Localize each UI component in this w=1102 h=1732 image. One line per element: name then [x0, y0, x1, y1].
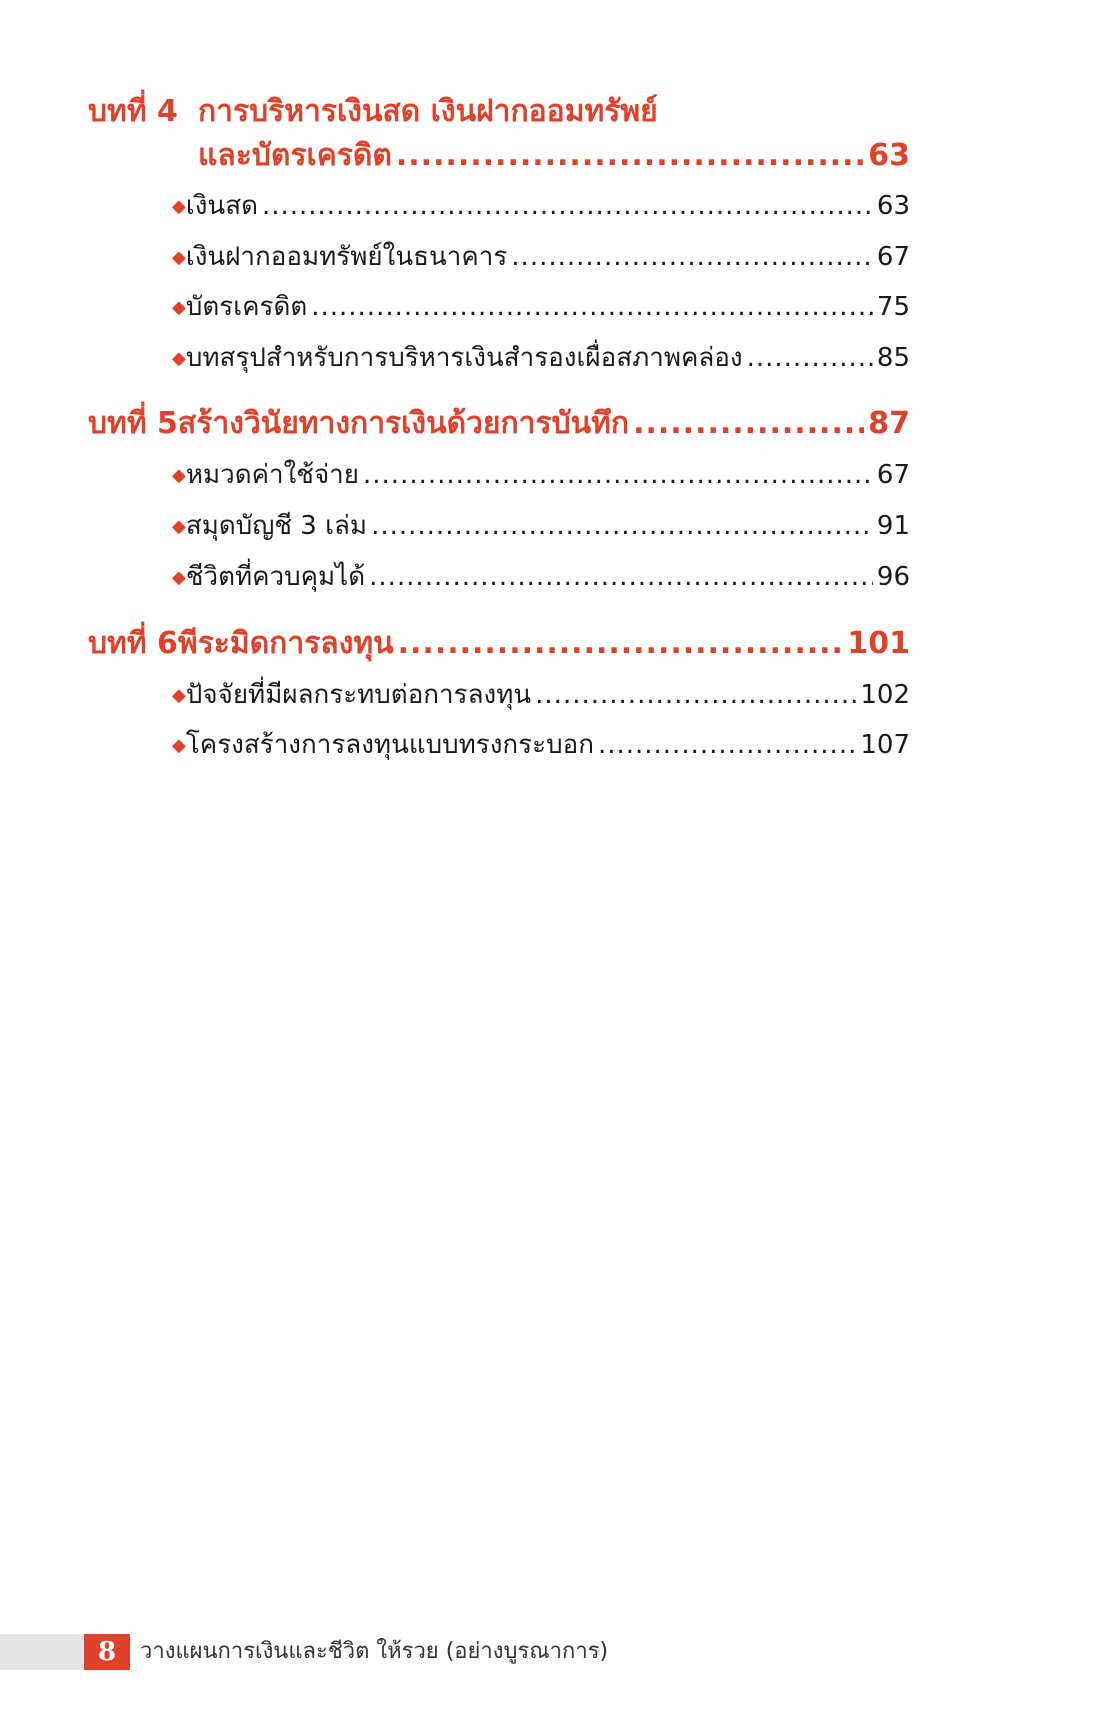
- diamond-bullet-icon: ◆: [172, 516, 186, 537]
- leader-dots: [598, 730, 856, 760]
- page-footer: [0, 1634, 1102, 1670]
- leader-dots: [311, 292, 873, 322]
- leader-dots: [396, 138, 864, 173]
- leader-dots: [633, 406, 864, 441]
- toc-entry-title: โครงสร้างการลงทุนแบบทรงกระบอก: [185, 730, 594, 760]
- diamond-bullet-icon: ◆: [172, 567, 186, 588]
- leader-dots: [363, 460, 873, 490]
- toc-entry-title: บัตรเครดิต: [185, 292, 308, 322]
- toc-entry-page: 75: [876, 292, 910, 322]
- chapter-4-label: บทที่ 4: [88, 94, 178, 129]
- diamond-bullet-icon: ◆: [172, 297, 186, 318]
- chapter-6-heading[interactable]: [88, 620, 910, 667]
- chapter-5-heading[interactable]: [88, 400, 910, 447]
- toc-entry[interactable]: [172, 185, 910, 226]
- toc-entry-page: 67: [876, 460, 910, 490]
- toc-entry-page: 102: [860, 680, 910, 710]
- toc-entry-title: เงินฝากออมทรัพย์ในธนาคาร: [185, 242, 508, 272]
- chapter-5-title: สร้างวินัยทางการเงินด้วยการบันทึก: [177, 406, 630, 441]
- chapter-5-label: บทที่ 5: [88, 406, 178, 441]
- toc-entry[interactable]: [172, 505, 910, 546]
- toc-entry-title: หมวดค่าใช้จ่าย: [185, 460, 360, 490]
- leader-dots: [398, 626, 844, 661]
- footer-page-number: 8: [84, 1634, 130, 1670]
- footer-bar: [0, 1634, 84, 1670]
- leader-dots: [371, 511, 873, 541]
- diamond-bullet-icon: ◆: [172, 247, 186, 268]
- footer-book-title: วางแผนการเงินและชีวิต ให้รวย (อย่างบูรณาการ): [140, 1639, 609, 1664]
- toc-entry-title: ปัจจัยที่มีผลกระทบต่อการลงทุน: [185, 680, 532, 710]
- toc-entry[interactable]: [172, 286, 910, 327]
- diamond-bullet-icon: ◆: [172, 348, 186, 369]
- chapter-6-label: บทที่ 6: [88, 626, 178, 661]
- diamond-bullet-icon: ◆: [172, 685, 186, 706]
- chapter-4-title-line2: และบัตรเครดิต: [198, 138, 392, 173]
- toc-entry[interactable]: [172, 724, 910, 765]
- toc-entry-page: 107: [860, 730, 910, 760]
- toc-entry[interactable]: [172, 236, 910, 277]
- toc-entry-title: เงินสด: [185, 191, 258, 221]
- toc-entry-page: 63: [876, 191, 910, 221]
- diamond-bullet-icon: ◆: [172, 735, 186, 756]
- toc-entry-title: สมุดบัญชี 3 เล่ม: [185, 511, 368, 541]
- toc-entry-title: บทสรุปสำหรับการบริหารเงินสำรองเผื่อสภาพคล่อง: [185, 343, 743, 373]
- leader-dots: [511, 242, 873, 272]
- toc-entry[interactable]: [172, 556, 910, 597]
- toc-entry-title: ชีวิตที่ควบคุมได้: [185, 562, 366, 592]
- chapter-4-heading-line2[interactable]: [198, 132, 910, 179]
- chapter-4-heading[interactable]: [88, 88, 910, 135]
- chapter-4-title-line1: การบริหารเงินสด เงินฝากออมทรัพย์: [198, 94, 658, 129]
- chapter-6-page: 101: [847, 626, 910, 661]
- leader-dots: [262, 191, 873, 221]
- leader-dots: [369, 562, 873, 592]
- toc-entry[interactable]: [172, 454, 910, 495]
- toc-entry-page: 85: [876, 343, 910, 373]
- toc-entry[interactable]: [172, 337, 910, 378]
- toc-entry-page: 67: [876, 242, 910, 272]
- chapter-4-page: 63: [868, 138, 910, 173]
- leader-dots: [535, 680, 856, 710]
- toc-entry-page: 96: [876, 562, 910, 592]
- chapter-6-title: พีระมิดการลงทุน: [177, 626, 394, 661]
- chapter-5-page: 87: [868, 406, 910, 441]
- toc-entry-page: 91: [876, 511, 910, 541]
- diamond-bullet-icon: ◆: [172, 196, 186, 217]
- toc-entry[interactable]: [172, 674, 910, 715]
- diamond-bullet-icon: ◆: [172, 465, 186, 486]
- leader-dots: [747, 343, 873, 373]
